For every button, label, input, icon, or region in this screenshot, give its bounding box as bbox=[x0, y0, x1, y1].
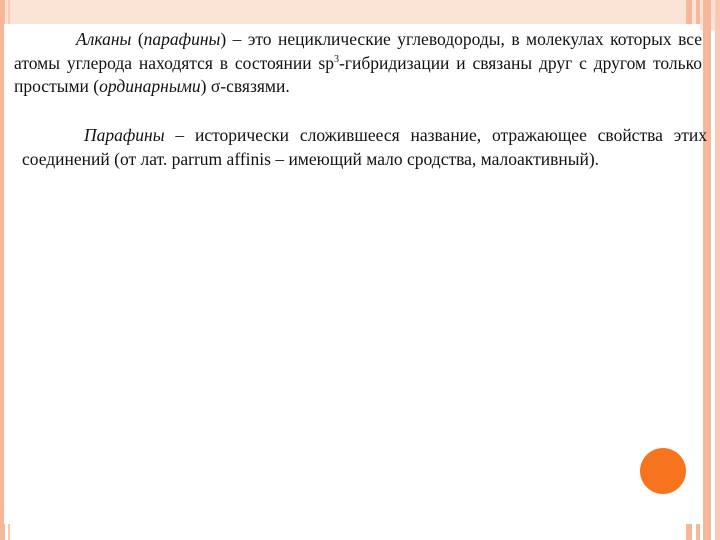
term-alkanes: Алканы bbox=[76, 29, 132, 49]
definition-paragraph bbox=[14, 28, 702, 99]
term-ordinary: ординарными bbox=[99, 76, 201, 96]
term-paraffins: парафины bbox=[143, 29, 221, 49]
definition-text-cont: -гибридизации и связаны друг с другом только простыми ( bbox=[14, 52, 702, 96]
superscript-3: 3 bbox=[333, 53, 339, 65]
accent-circle bbox=[640, 448, 686, 494]
etymology-text: – исторически сложившееся название, отражающее свойства этих соединений (от лат. parrum affinis – имеющий мало сродства, малоактивный). bbox=[22, 125, 707, 169]
paren-open: ( bbox=[137, 29, 144, 49]
definition-text-end: ) σ-связями. bbox=[200, 76, 290, 96]
term-paraffins-heading: Парафины bbox=[84, 125, 165, 145]
etymology-paragraph bbox=[22, 124, 707, 171]
definition-text: – это нециклические углеводороды, в молекулах которых все атомы углерода находятся в состоянии sp bbox=[14, 29, 702, 73]
right-decor-stripe-thin bbox=[715, 0, 720, 540]
content-panel bbox=[4, 24, 707, 524]
right-decor-stripe bbox=[703, 0, 711, 540]
paren-close: ) bbox=[220, 29, 227, 49]
